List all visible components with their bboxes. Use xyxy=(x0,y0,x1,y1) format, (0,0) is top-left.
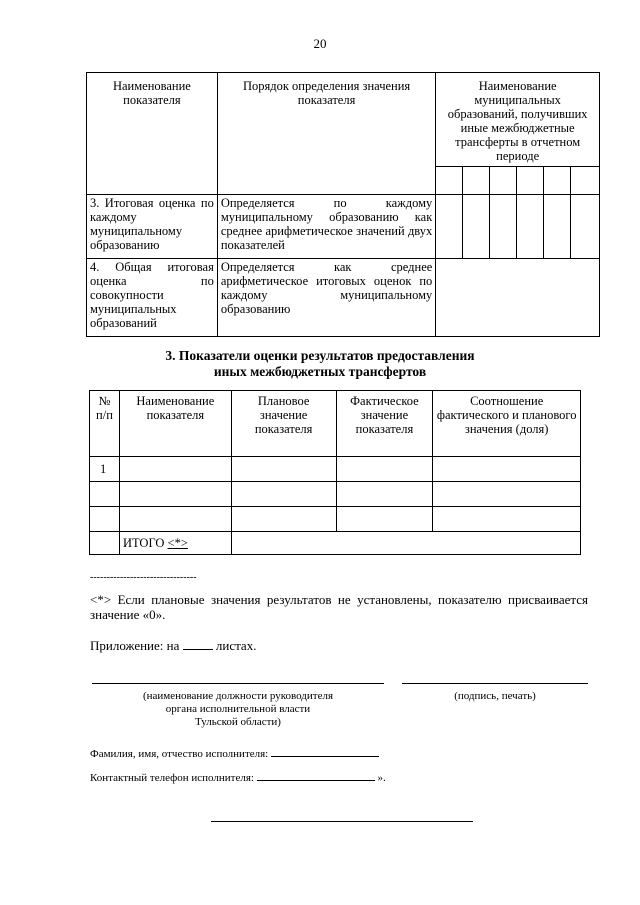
total-label: ИТОГО xyxy=(122,536,165,550)
total-footnote-link[interactable]: <*> xyxy=(167,536,188,550)
position-signature-line xyxy=(92,683,384,684)
table-cell xyxy=(90,532,120,555)
row3-method: Определяется по каждому муниципальному образованию как среднее арифметическое значений двух показателей xyxy=(217,195,435,259)
table-cell xyxy=(433,507,581,532)
table-cell xyxy=(231,482,336,507)
header-determination-method: Порядок определения значения показателя xyxy=(217,73,435,195)
municipality-cell xyxy=(490,167,517,195)
row-number-cell xyxy=(90,482,120,507)
row4-indicator-name: 4. Общая итоговая оценка по совокупности муниципальных образований xyxy=(87,259,218,337)
table-cell xyxy=(231,457,336,482)
executor-phone-closing: ». xyxy=(377,772,386,784)
table-cell xyxy=(119,507,231,532)
row3-indicator-name: 3. Итоговая оценка по каждому муниципальному образованию xyxy=(87,195,218,259)
total-label-cell xyxy=(119,532,231,555)
header-row-number: № п/п xyxy=(90,391,120,457)
position-caption-line1: (наименование должности руководителя xyxy=(142,690,334,702)
position-caption-line3: Тульской области) xyxy=(195,716,281,728)
header-actual-value: Фактическое значение показателя xyxy=(336,391,433,457)
header-indicator-name: Наименование показателя xyxy=(87,73,218,195)
sign-stamp-line xyxy=(402,683,588,684)
footnote-text: <*> Если плановые значения результатов не установлены, показателю присваивается значение «0». xyxy=(90,592,588,622)
municipality-cell xyxy=(544,167,571,195)
indicator-definition-table xyxy=(86,72,600,337)
table-cell xyxy=(336,457,433,482)
municipality-cell xyxy=(544,195,571,259)
row-number-cell xyxy=(90,507,120,532)
appendix-prefix: Приложение: на xyxy=(90,638,180,653)
municipality-cell xyxy=(570,195,599,259)
municipality-cell xyxy=(436,167,463,195)
row-number-cell: 1 xyxy=(90,457,120,482)
table-cell xyxy=(231,507,336,532)
closing-rule xyxy=(211,821,473,822)
position-caption-line2: органа исполнительной власти xyxy=(165,703,311,715)
municipality-cell xyxy=(490,195,517,259)
municipality-cell xyxy=(517,167,544,195)
executor-name-label: Фамилия, имя, отчество исполнителя: xyxy=(90,748,269,760)
section3-title xyxy=(0,348,640,380)
municipality-cell xyxy=(517,195,544,259)
executor-name-field xyxy=(90,745,379,760)
total-merged-cell xyxy=(231,532,580,555)
executor-phone-label: Контактный телефон исполнителя: xyxy=(90,772,254,784)
appendix-pages-blank[interactable] xyxy=(183,637,213,650)
table-cell xyxy=(433,482,581,507)
appendix-suffix: листах. xyxy=(215,638,257,653)
header-ratio: Соотношение фактического и планового значения (доля) xyxy=(433,391,581,457)
page-number: 20 xyxy=(313,36,327,51)
sign-stamp-caption: (подпись, печать) xyxy=(454,690,536,702)
table-cell xyxy=(433,457,581,482)
header-planned-value: Плановое значение показателя xyxy=(231,391,336,457)
executor-name-blank[interactable] xyxy=(271,745,379,757)
municipality-cell xyxy=(463,167,490,195)
footnote-separator: -------------------------------- xyxy=(90,572,197,583)
appendix-line xyxy=(90,637,256,654)
municipality-cell xyxy=(436,195,463,259)
position-caption xyxy=(92,690,384,729)
header-municipalities: Наименование муниципальных образований, получивших иные межбюджетные трансферты в отчетном периоде xyxy=(436,73,600,167)
row4-method: Определяется как среднее арифметическое итоговых оценок по каждому муниципальному образованию xyxy=(217,259,435,337)
municipality-cell xyxy=(570,167,599,195)
table-cell xyxy=(119,457,231,482)
table-cell xyxy=(119,482,231,507)
header-indicator-name: Наименование показателя xyxy=(119,391,231,457)
section3-title-line2: иных межбюджетных трансфертов xyxy=(213,364,427,379)
table-cell xyxy=(336,482,433,507)
table-cell xyxy=(336,507,433,532)
municipality-cell xyxy=(463,195,490,259)
executor-phone-field xyxy=(90,769,386,784)
results-table xyxy=(89,390,581,555)
section3-title-line1: 3. Показатели оценки результатов предоставления xyxy=(165,348,475,363)
executor-phone-blank[interactable] xyxy=(257,769,375,781)
row4-municipality-merged xyxy=(436,259,600,337)
